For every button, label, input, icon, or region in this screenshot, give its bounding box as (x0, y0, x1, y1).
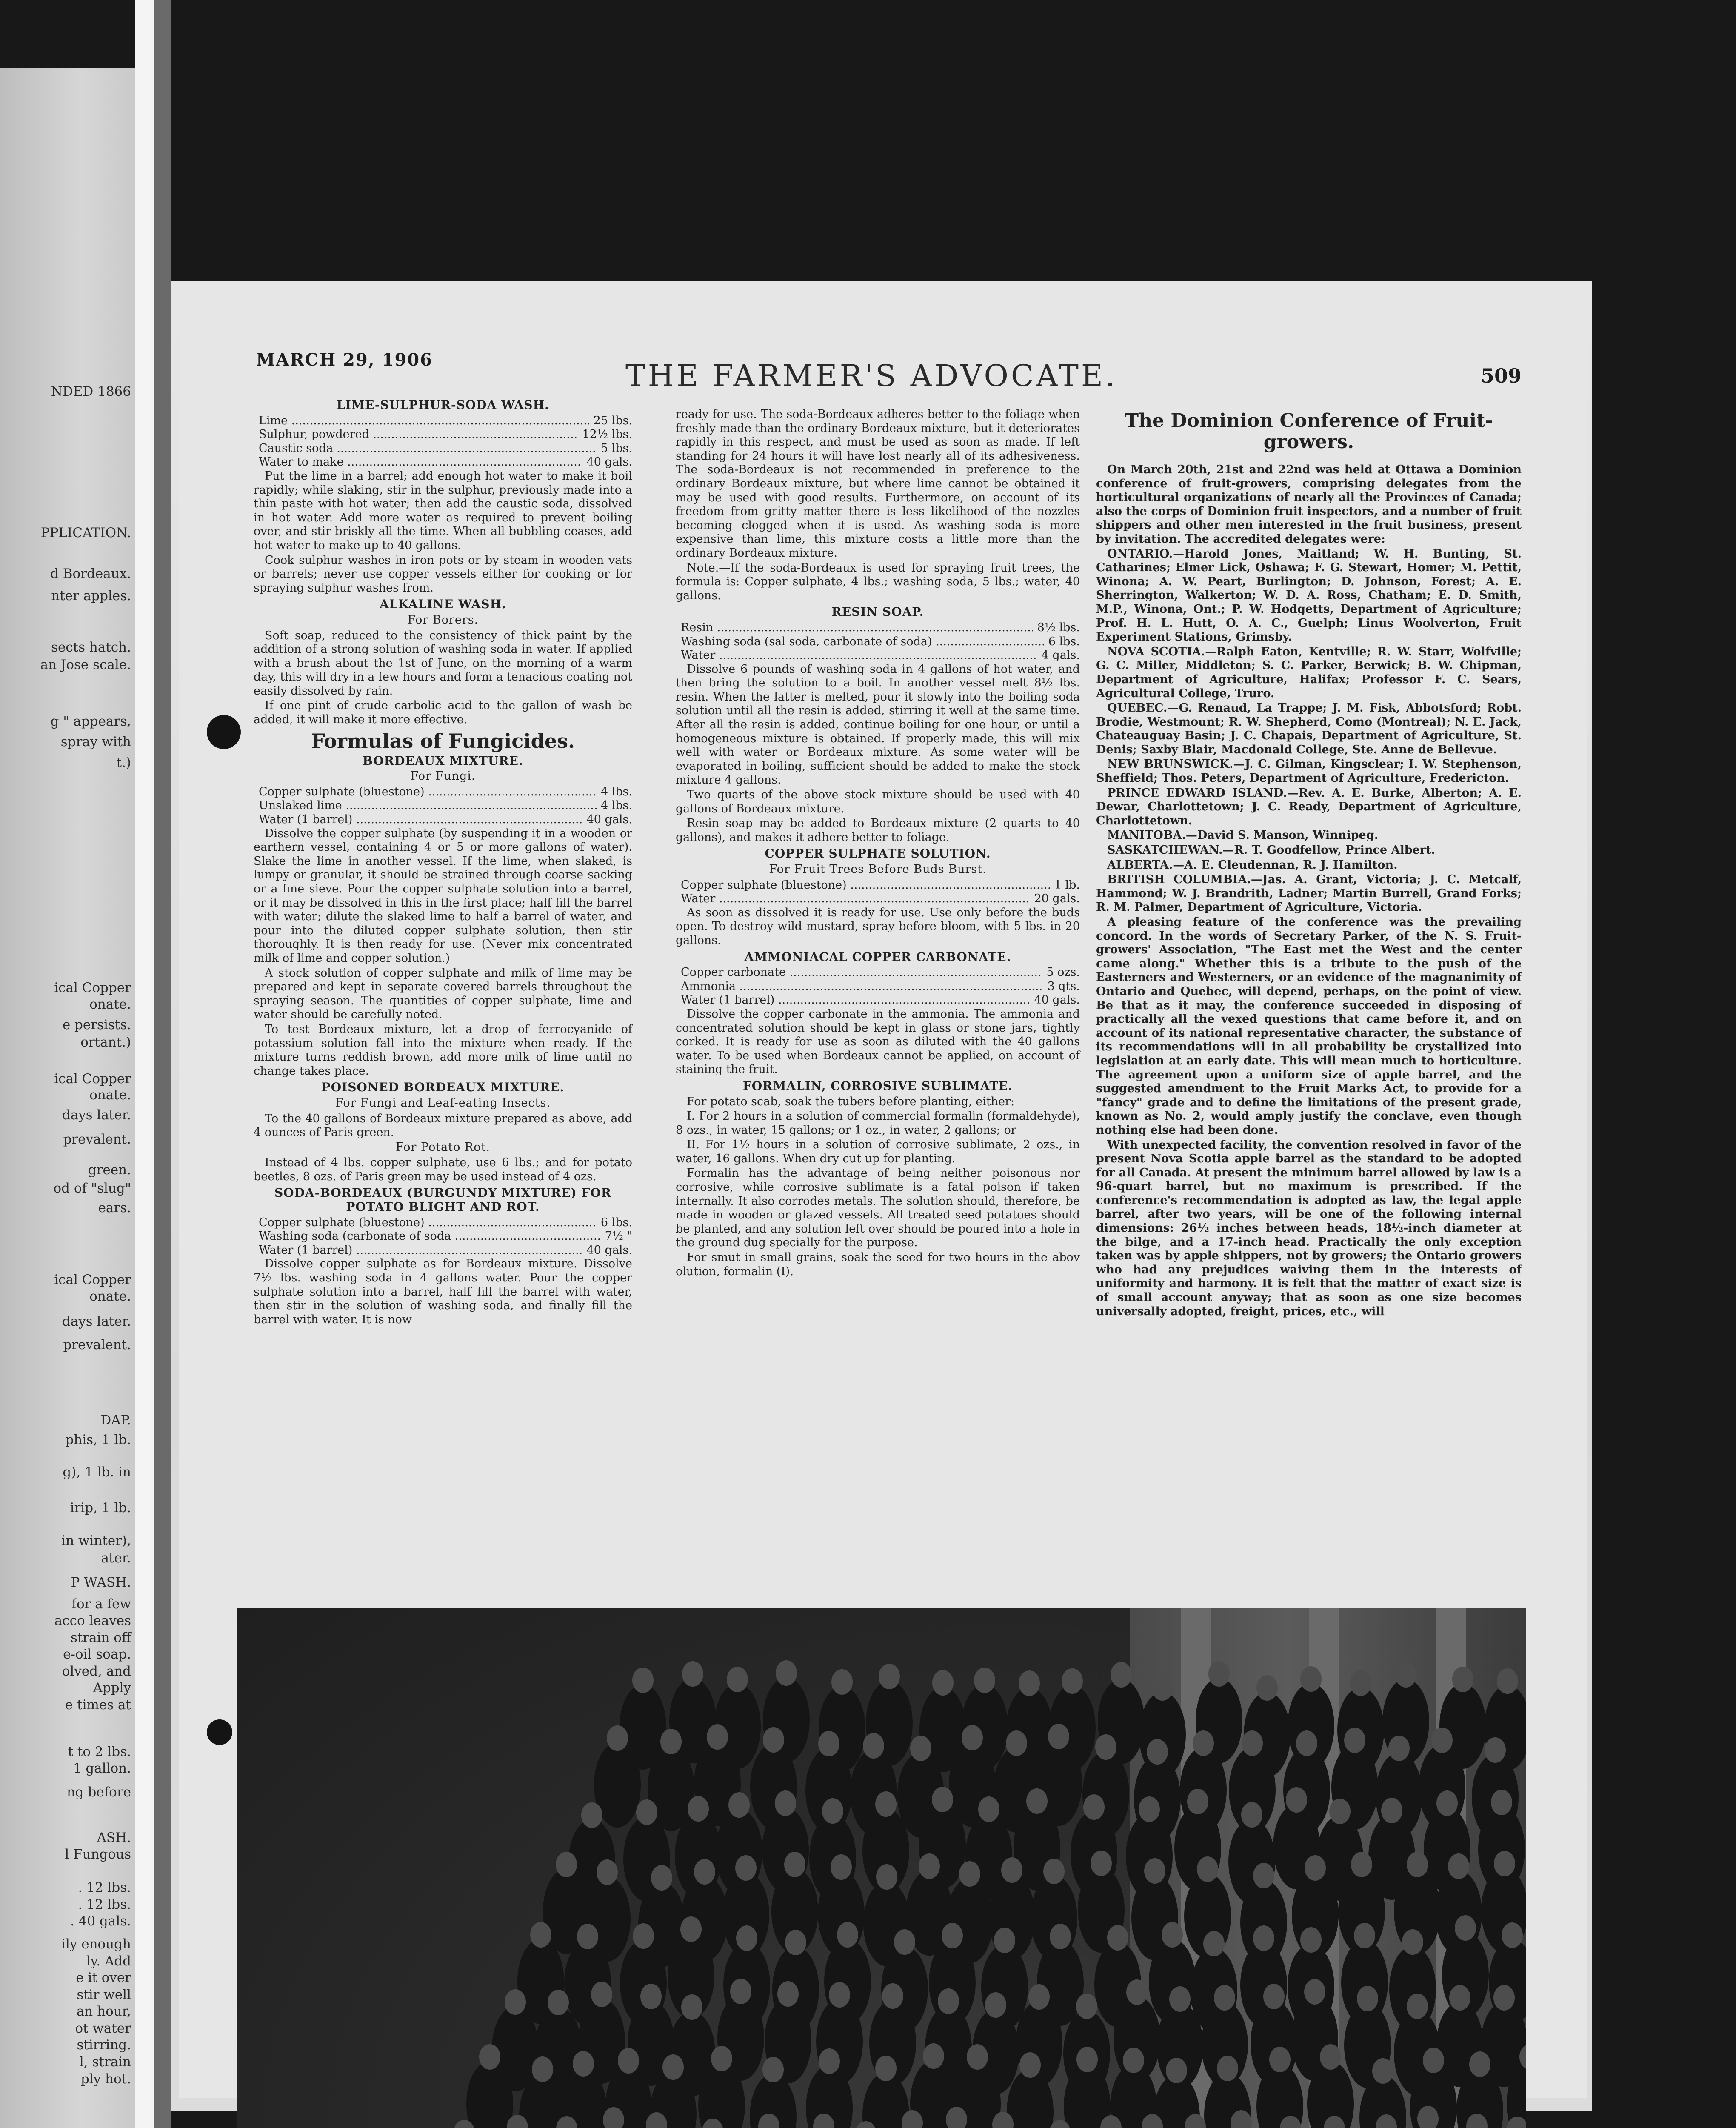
subheading: For Fungi and Leaf-eating Insects. (335, 1096, 551, 1110)
recipe-resin-soap (676, 621, 1080, 663)
delegate-face (577, 1924, 598, 1949)
ingredient-name: Water (1 barrel) ..... (681, 993, 1030, 1007)
previous-page-text: stirring. (77, 2037, 131, 2053)
delegate-face (505, 1989, 526, 2015)
delegate-face (1300, 1927, 1322, 1953)
previous-page-text: prevalent. (63, 1337, 131, 1353)
delegate-face (1305, 1855, 1326, 1881)
delegate-face (1043, 1859, 1065, 1884)
delegate-face (1152, 1675, 1173, 1701)
ingredient-name: Water (1 barrel) ..... (259, 813, 582, 827)
paragraph: BRITISH COLUMBIA.—Jas. A. Grant, Victoria; J. C. Metcalf, Hammond; W. J. Brandrith, Ladner; Martin Burrell, Grand Forks; R. M. Palmer, Department of Agriculture, Victoria. (1096, 873, 1522, 914)
delegate-face (728, 1792, 750, 1818)
delegate-face (1214, 1985, 1235, 2011)
previous-page-text: for a few (71, 1596, 131, 1612)
binding-edge-light (135, 0, 154, 2128)
delegate-face (1431, 1728, 1453, 1753)
ingredient-amount: 4 lbs. (600, 785, 632, 798)
previous-page-text: g " appears, (50, 714, 131, 729)
delegate-face (818, 1731, 839, 1756)
delegate-face (910, 1736, 931, 1761)
ingredient-name: Unslaked lime ..... (259, 799, 597, 813)
delegate-face (680, 1916, 702, 1942)
previous-page-text: days later. (62, 1314, 131, 1329)
delegate-face (962, 1725, 983, 1750)
heading-bordeaux-mixture: BORDEAUX MIXTURE. (363, 753, 523, 768)
delegate-face (1076, 2047, 1098, 2072)
delegate-face (1006, 1730, 1027, 1756)
ingredient-name: Copper carbonate ..... (681, 966, 1042, 980)
delegate-face (727, 1667, 748, 1692)
paragraph: With unexpected facility, the convention resolved in favor of the present Nova Scotia apple barrel as the standard to be adopted for all Canada. At present the minimum barrel allowed by law is a 96-quart barrel, but no maximum is prescribed. If the conference's recommendation is adopted as law, the legal apple barrel, after two years, will be one of the following internal dimensions: 26½ inches between heads, 18½-inch diameter at the bilge, and a 17-inch head. Practically the only exception taken was by apple shippers, not by growers; the Ontario growers who had any prejudices waiving them in the interests of uniformity and harmony. It is felt that the matter of exact size is of small account anyway; that as soon as one size becomes universally adopted, freight, prices, etc., will (1096, 1138, 1522, 1318)
recipe-row (676, 878, 1080, 892)
paragraph: SASKATCHEWAN.—R. T. Goodfellow, Prince Albert. (1107, 844, 1435, 857)
delegate-face (1269, 2047, 1291, 2072)
delegate-face (1144, 1858, 1165, 1884)
delegate-face (1452, 1667, 1473, 1692)
ingredient-amount: 1 lb. (1054, 878, 1080, 892)
delegate-face (1320, 2044, 1341, 2070)
recipe-row (676, 993, 1080, 1007)
delegate-face (1263, 1984, 1285, 2009)
paragraph: QUEBEC.—G. Renaud, La Trappe; J. M. Fisk, Abbotsford; Robt. Brodie, Westmount; R. W. Shepherd, Como (Montreal); N. E. Jack, Chateauguay Basin; J. C. Chapais, Department of Agriculture, St. Denis; Saxby Blair, Macdonald College, Ste. Anne de Bellevue. (1096, 701, 1522, 756)
delegate-face (777, 1981, 799, 2007)
ingredient-amount: 6 lbs. (600, 1216, 632, 1229)
page-number: 509 (1481, 364, 1522, 387)
previous-page-text: t.) (116, 755, 131, 770)
previous-page-text: in winter), (61, 1533, 131, 1548)
delegate-face (632, 1668, 654, 1693)
previous-page-text: l, strain (79, 2054, 131, 2070)
delegate-face (618, 2048, 639, 2074)
ingredient-amount: 20 gals. (1034, 892, 1080, 906)
delegate-face (876, 1864, 897, 1890)
paragraph: I. For 2 hours in a solution of commercial formalin (formaldehyde), 8 ozs., in water, 15 gallons; or 1 oz., in water, 2 gallons; or (676, 1110, 1080, 1137)
delegate-face (1208, 1661, 1230, 1687)
recipe-lime-sulphur-soda (254, 414, 632, 469)
ingredient-amount: 4 gals. (1041, 649, 1080, 662)
previous-page-text: P WASH. (71, 1575, 131, 1590)
previous-page-text: onate. (89, 1289, 131, 1304)
paragraph: MANITOBA.—David S. Manson, Winnipeg. (1107, 829, 1379, 842)
previous-page-text: ortant.) (80, 1035, 131, 1050)
previous-page-text: sects hatch. (51, 640, 131, 655)
heading-copper-sulphate-solution: COPPER SULPHATE SOLUTION. (765, 847, 991, 861)
ingredient-amount: 4 lbs. (600, 799, 632, 812)
ingredient-name: Copper sulphate (bluestone) ..... (259, 1216, 597, 1230)
ingredient-name: Resin ..... (681, 621, 1033, 635)
delegate-face (1253, 1863, 1274, 1888)
previous-page-text: spray with (60, 734, 131, 749)
recipe-row (254, 1230, 632, 1244)
subheading: For Fruit Trees Before Buds Burst. (769, 863, 987, 876)
delegate-face (1126, 1979, 1148, 2005)
delegate-face (1048, 1724, 1069, 1749)
delegate-face (662, 2054, 684, 2080)
previous-page-text: stir well (77, 1987, 131, 2002)
heading-poisoned-bordeaux: POISONED BORDEAUX MIXTURE. (321, 1080, 565, 1095)
heading-ammoniacal-copper-carbonate: AMMONIACAL COPPER CARBONATE. (744, 950, 1011, 964)
column-1 (254, 396, 632, 1327)
paragraph: For smut in small grains, soak the seed for two hours in the abov olution, formalin (I). (676, 1251, 1080, 1278)
issue-date: MARCH 29, 1906 (256, 350, 433, 370)
paragraph: To the 40 gallons of Bordeaux mixture prepared as above, add 4 ounces of Paris green. (254, 1112, 632, 1139)
delegate-face (597, 1859, 618, 1885)
previous-page-text: days later. (62, 1107, 131, 1123)
delegate-face (863, 1733, 884, 1759)
previous-page-text: g), 1 lb. in (63, 1464, 131, 1480)
delegate-face (681, 1994, 702, 2020)
punch-hole-bottom (207, 1719, 232, 1745)
delegate-face (1497, 1668, 1518, 1694)
delegate-face (636, 1799, 657, 1825)
delegate-face (1019, 2052, 1041, 2078)
delegate-face (1395, 1662, 1416, 1688)
recipe-row (254, 428, 632, 442)
paragraph: Formalin has the advantage of being neither poisonous nor corrosive, while corrosive sublimate is a fatal poison if taken internally. It also corrodes metals. The solution should, therefore, be made in wooden or glazed vessels. All treated seed potatoes should be planted, and any solution left over should be poured into a hole in the ground dug specially for the purpose. (676, 1167, 1080, 1250)
delegate-face (1388, 1736, 1410, 1761)
delegate-face (1253, 1925, 1274, 1951)
ingredient-name: Ammonia ..... (681, 980, 1043, 994)
ingredient-amount: 40 gals. (1034, 993, 1080, 1007)
previous-page-text: an Jose scale. (40, 657, 131, 672)
delegate-face (974, 1668, 995, 1693)
delegate-face (1111, 1662, 1132, 1688)
paragraph: Soft soap, reduced to the consistency of thick paint by the addition of a strong solution of washing soda in water. If applied with a brush about the 1st of June, on the morning of a warm day, this will dry in a few hours and form a tenacious coating not easily dissolved by rain. (254, 629, 632, 698)
paragraph: ALBERTA.—A. E. Cleudennan, R. J. Hamilton. (1107, 858, 1398, 872)
paragraph: Instead of 4 lbs. copper sulphate, use 6 lbs.; and for potato beetles, 8 ozs. of Paris green may be used instead of 4 ozs. (254, 1156, 632, 1183)
ingredient-name: Lime ..... (259, 414, 589, 428)
ingredient-amount: 12½ lbs. (582, 428, 632, 441)
paragraph: Two quarts of the above stock mixture should be used with 40 gallons of Bordeaux mixture. (676, 788, 1080, 815)
delegate-face (1001, 1857, 1022, 1883)
delegate-face (1455, 1915, 1476, 1941)
delegate-face (694, 1859, 715, 1885)
delegate-face (532, 2056, 553, 2082)
previous-page-text: onate. (89, 1087, 131, 1103)
previous-page-text: ng before (66, 1785, 131, 1800)
recipe-row (676, 980, 1080, 994)
delegate-face (1344, 1728, 1365, 1753)
paragraph: ready for use. The soda-Bordeaux adheres better to the foliage when freshly made than the ordinary Bordeaux mixture, but it deteriorates rapidly in this respect, and must be used as soon as made. If left standing for 24 hours it will have lost nearly all of its adhesiveness. The soda-Bordeaux is not recommended in preference to the ordinary Bordeaux mixture, but where lime cannot be obtained it may be used with good results. Furthermore, on account of its freedom from gritty matter there is less likelihood of the nozzles becoming clogged when it is used. As washing soda is more expensive than lime, this mixture costs a little more than the ordinary Bordeaux mixture. (676, 408, 1080, 560)
delegate-face (591, 1982, 612, 2007)
delegate-face (1304, 1979, 1325, 2005)
recipe-row (254, 442, 632, 456)
previous-page-text: olved, and (62, 1664, 131, 1679)
ingredient-amount: 6 lbs. (1048, 635, 1080, 648)
previous-page-text: ply hot. (80, 2071, 131, 2087)
delegate-face (1026, 1788, 1048, 1814)
recipe-ammoniacal (676, 966, 1080, 1007)
paragraph: Dissolve the copper sulphate (by suspending it in a wooden or earthern vessel, containing 4 or 5 or more gallons of water). Slake the lime in another vessel. If the lime, when slaked, is lumpy or granular, it should be strained through coarse sacking or a fine sieve. Pour the copper sulphate solution into a barrel, or it may be dissolved in this in the first place; half fill the barrel with water; dilute the slaked lime to half a barrel of water, and pour into the diluted copper sulphate solution, then stir thoroughly. It is then ready for use. (Never mix concentrated milk of lime and copper solution.) (254, 827, 632, 965)
paragraph: Note.—If the soda-Bordeaux is used for spraying fruit trees, the formula is: Copper sulphate, 4 lbs.; washing soda, 5 lbs.; water, 40 gallons. (676, 561, 1080, 602)
paragraph: Cook sulphur washes in iron pots or by steam in wooden vats or barrels; never use copper vessels either for cooking or for spraying sulphur washes from. (254, 553, 632, 595)
previous-page-text: ly. Add (86, 1954, 131, 1969)
delegate-face (985, 1992, 1006, 2018)
delegate-face (1241, 1802, 1262, 1828)
previous-page-text: Apply (93, 1680, 131, 1696)
paragraph: Dissolve the copper carbonate in the ammonia. The ammonia and concentrated solution should be kept in glass or stone jars, tightly corked. It is ready for use as soon as diluted with the 40 gallons water. To be used when Bordeaux cannot be applied, on account of staining the fruit. (676, 1007, 1080, 1076)
previous-page-text: 1 gallon. (73, 1761, 131, 1776)
delegate-face (762, 2057, 784, 2082)
ingredient-amount: 8½ lbs. (1037, 621, 1080, 634)
previous-page-text: . 12 lbs. (78, 1897, 131, 1912)
ingredient-amount: 40 gals. (586, 1243, 632, 1257)
previous-page-text: e persists. (62, 1017, 131, 1033)
delegate-face (548, 1990, 569, 2015)
delegate-face (932, 1787, 953, 1812)
delegate-face (994, 1928, 1015, 1953)
ingredient-name: Water ..... (681, 892, 1030, 906)
delegate-face (1296, 1730, 1317, 1756)
previous-page-text: ot water (75, 2021, 131, 2036)
subheading: For Potato Rot. (396, 1140, 490, 1154)
delegate-face (938, 1988, 959, 2014)
previous-page-text: e-oil soap. (63, 1647, 131, 1662)
recipe-row (676, 635, 1080, 649)
previous-page-text: an hour, (76, 2004, 131, 2019)
previous-page-text: od of "slug" (53, 1181, 131, 1196)
previous-page-text: green. (88, 1162, 131, 1178)
delegate-face (530, 1922, 551, 1948)
ingredient-name: Copper sulphate (bluestone) ..... (259, 785, 597, 799)
previous-page-text: t to 2 lbs. (68, 1744, 131, 1759)
recipe-row (254, 799, 632, 813)
delegate-face (651, 1865, 672, 1891)
heading-formulas-of-fungicides: Formulas of Fungicides. (311, 729, 575, 752)
delegate-face (785, 1930, 806, 1955)
heading-alkaline-wash: ALKALINE WASH. (380, 597, 506, 612)
delegate-face (1193, 1730, 1214, 1756)
column-3 (1096, 409, 1522, 1319)
delegate-face (1019, 1670, 1040, 1696)
article-title: The Dominion Conference of Fruit-growers. (1125, 410, 1493, 453)
paragraph: As soon as dissolved it is ready for use. Use only before the buds open. To destroy wild mustard, spray before bloom, with 5 lbs. in 20 gallons. (676, 906, 1080, 947)
delegate-face (735, 1855, 757, 1881)
previous-page-text: ical Copper (54, 1272, 131, 1287)
ingredient-name: Water to make ..... (259, 455, 582, 469)
ingredient-amount: 40 gals. (586, 813, 632, 827)
recipe-soda-bordeaux (254, 1216, 632, 1258)
previous-page-text: ical Copper (54, 1071, 131, 1087)
paragraph: If one pint of crude carbolic acid to the gallon of wash be added, it will make it more effective. (254, 699, 632, 726)
ingredient-name: Water ..... (681, 649, 1037, 663)
delegate-face (1203, 1931, 1225, 1956)
delegate-face (1402, 1929, 1423, 1955)
ingredient-amount: 40 gals. (586, 455, 632, 469)
delegate-face (1407, 1852, 1428, 1877)
delegate-face (1028, 1984, 1050, 2010)
paragraph: Put the lime in a barrel; add enough hot water to make it boil rapidly; while slaking, stir in the sulphur, previously made into a thin paste with hot water; then add the caustic soda, dissolved in hot water. Add more water as required to prevent boiling over, and stir briskly all the time. When all bubbling ceases, add hot water to make up to 40 gallons. (254, 469, 632, 552)
paragraph: Dissolve copper sulphate as for Bordeaux mixture. Dissolve 7½ lbs. washing soda in 4 gallons water. Pour the copper sulphate solution into a barrel, half fill the barrel with water, then stir in the solution of washing soda, and finally fill the barrel with water. It is now (254, 1257, 632, 1326)
previous-page-text: ater. (101, 1550, 131, 1566)
ingredient-amount: 5 ozs. (1046, 966, 1080, 979)
paragraph: For potato scab, soak the tubers before planting, either: (687, 1095, 1015, 1108)
recipe-row (254, 1244, 632, 1258)
paragraph: On March 20th, 21st and 22nd was held at Ottawa a Dominion conference of fruit-growers, comprising delegates from the horticultural organizations of nearly all the Provinces of Canada; also the corps of Dominion fruit inspectors, and a number of fruit shippers and other men interested in the fruit business, present by invitation. The accredited delegates were: (1096, 463, 1522, 546)
ingredient-name: Washing soda (sal soda, carbonate of soda) ..... (681, 635, 1044, 649)
paragraph: To test Bordeaux mixture, let a drop of ferrocyanide of potassium solution fall into the mixture when ready. If the mixture turns reddish brown, add more milk of lime until no change takes place. (254, 1022, 632, 1078)
previous-page-text: ears. (98, 1200, 131, 1216)
masthead: THE FARMER'S ADVOCATE. (625, 358, 1118, 393)
recipe-row (676, 621, 1080, 635)
delegate-face (660, 1729, 682, 1754)
previous-page-text: onate. (89, 997, 131, 1012)
ingredient-name: Water (1 barrel) ..... (259, 1244, 582, 1258)
delegate-face (607, 1725, 628, 1751)
ingredient-name: Copper sulphate (bluestone) ..... (681, 878, 1050, 892)
paragraph: A stock solution of copper sulphate and milk of lime may be prepared and kept in separate covered barrels throughout the spraying season. The quantities of copper sulphate, lime and water should be carefully noted. (254, 966, 632, 1021)
delegate-face (1350, 1670, 1371, 1696)
delegate-face (581, 1802, 602, 1828)
delegate-face (707, 1724, 728, 1750)
delegate-face (1050, 1924, 1071, 1949)
recipe-row (254, 414, 632, 428)
delegate-face (1449, 1985, 1470, 2011)
delegate-face (1493, 1985, 1515, 2011)
recipe-row (676, 649, 1080, 663)
recipe-bordeaux (254, 785, 632, 827)
delegate-face (831, 1854, 852, 1880)
previous-page-text: nter apples. (51, 588, 131, 604)
previous-page-text: . 40 gals. (70, 1913, 131, 1929)
delegate-face (894, 1929, 915, 1955)
previous-page-text: phis, 1 lb. (65, 1432, 131, 1447)
delegate-face (1300, 1666, 1322, 1692)
delegate-face (1329, 1799, 1351, 1824)
heading-resin-soap: RESIN SOAP. (831, 605, 924, 619)
delegate-face (919, 1853, 940, 1879)
recipe-row (254, 1216, 632, 1230)
previous-page-text: d Bordeaux. (50, 566, 131, 581)
delegate-face (1502, 1922, 1523, 1948)
heading-soda-bordeaux: SODA-BORDEAUX (BURGUNDY MIXTURE) FOR POTATO BLIGHT AND ROT. (274, 1186, 612, 1214)
column-2 (676, 408, 1080, 1279)
recipe-row (254, 455, 632, 469)
delegate-face (831, 1669, 853, 1695)
previous-page-text: irip, 1 lb. (70, 1500, 131, 1516)
delegate-face (479, 2044, 500, 2070)
delegate-face (875, 1791, 897, 1817)
delegate-face (1147, 1739, 1168, 1765)
delegate-face (1242, 1730, 1263, 1756)
delegate-face (775, 1790, 796, 1816)
previous-page-sliver (0, 68, 135, 2128)
delegate-face (1095, 1734, 1116, 1760)
subheading: For Borers. (407, 613, 479, 626)
previous-page-text: strain off (70, 1630, 131, 1645)
ingredient-amount: 3 qts. (1047, 979, 1080, 993)
paragraph: Resin soap may be added to Bordeaux mixture (2 quarts to 40 gallons), and makes it adhere better to foliage. (676, 817, 1080, 844)
previous-page-text: DAP. (100, 1413, 131, 1428)
delegate-face (1107, 1925, 1128, 1951)
paragraph: II. For 1½ hours in a solution of corrosive sublimate, 2 ozs., in water, 16 gallons. When dry cut up for planting. (676, 1138, 1080, 1165)
paragraph: PRINCE EDWARD ISLAND.—Rev. A. E. Burke, Alberton; A. E. Dewar, Charlottetown; J. C. Ready, Department of Agriculture, Charlottetown. (1096, 786, 1522, 827)
delegate-face (1256, 1675, 1278, 1701)
delegate-face (763, 1727, 784, 1753)
recipe-row (254, 785, 632, 799)
paragraph: NEW BRUNSWICK.—J. C. Gilman, Kingsclear; I. W. Stephenson, Sheffield; Thos. Peters, Department of Agriculture, Fredericton. (1096, 758, 1522, 785)
paragraph: ONTARIO.—Harold Jones, Maitland; W. H. Bunting, St. Catharines; Elmer Lick, Oshawa; F. G. Stewart, Homer; M. Pettit, Winona; A. W. Peart, Burlington; D. Johnson, Forest; A. E. Sherrington, Walkerton; W. D. A. Ross, Chatham; E. D. Smith, M.P., Winona, Ont.; P. W. Hodgetts, Department of Agriculture; Prof. H. L. Hutt, O. A. C., Guelph; Linus Woolverton, Fruit Experiment Stations, Grimsby. (1096, 547, 1522, 644)
delegate-face (959, 1861, 980, 1887)
delegate-face (882, 1983, 903, 2009)
previous-page-text: acco leaves (54, 1613, 131, 1628)
delegate-face (1469, 2051, 1490, 2077)
delegate-face (1076, 1994, 1097, 2019)
delegate-face (1187, 1789, 1208, 1814)
delegate-face (942, 1923, 963, 1948)
delegate-face (784, 1852, 805, 1877)
heading-lime-sulphur-soda: LIME-SULPHUR-SODA WASH. (337, 398, 549, 412)
previous-page-text: . 12 lbs. (78, 1880, 131, 1895)
paragraph: A pleasing feature of the conference was the prevailing concord. In the words of Secretary Parker, of the N. S. Fruit-growers' Association, "The East met the West and the center came along." Whether this is a tribute to the push of the Easterners and Westerners, or an evidence of the magnanimity of Ontario and Quebec, will depend, perhaps, on the point of view. Be that as it may, the conference succeeded in disposing of practically all the vexed questions that came before it, and on account of its national representative character, the substance of its recommendations will in all probability be crystallized into legislation at an early date. This will mean much to horticulture. The agreement upon a uniform size of apple barrel, and the suggested amendment to the Fruit Marks Act, to provide for a "fancy" grade and to define the limitations of the present grade, known as No. 2, would amply justify the conclave, even though nothing else had been done. (1096, 915, 1522, 1137)
previous-page-text: NDED 1866 (51, 384, 131, 399)
paragraph: Dissolve 6 pounds of washing soda in 4 gallons of hot water, and then bring the solution to a boil. In another vessel melt 8½ lbs. resin. When the latter is melted, pour it slowly into the boiling soda solution until all the resin is added, stirring it well at the same time. After all the resin is added, continue boiling for one hour, or until a homogeneous mixture is obtained. If properly made, this will mix well with water or Bordeaux mixture. As some water will be evaporated in boiling, sufficient should be added to make the stock mixture 4 gallons. (676, 662, 1080, 787)
delegate-face (682, 1661, 703, 1687)
punch-hole-top (207, 715, 241, 749)
delegate-face (1166, 2058, 1187, 2083)
delegate-face (640, 1984, 662, 2009)
group-photograph-icon (237, 1608, 1526, 2128)
previous-page-text: prevalent. (63, 1132, 131, 1147)
previous-page-text: l Fungous (65, 1847, 131, 1862)
previous-page-text: ASH. (97, 1830, 131, 1845)
ingredient-amount: 7½ " (605, 1230, 632, 1243)
recipe-row (676, 966, 1080, 980)
ingredient-name: Caustic soda ..... (259, 442, 597, 456)
previous-page-text: ical Copper (54, 980, 131, 995)
delegate-face (1162, 1922, 1183, 1948)
delegate-face (1354, 1923, 1375, 1948)
previous-page-text: PPLICATION. (40, 525, 131, 541)
paragraph: NOVA SCOTIA.—Ralph Eaton, Kentville; R. W. Starr, Wolfville; G. C. Miller, Middleton; S. C. Parker, Berwick; B. W. Chipman, Department of Agriculture, Halifax; Professor F. C. Sears, Agricultural College, Truro. (1096, 645, 1522, 700)
delegate-face (923, 2043, 944, 2069)
delegate-face (1123, 2048, 1144, 2073)
delegate-face (1494, 1851, 1515, 1876)
ingredient-name: Sulphur, powdered ..... (259, 428, 578, 442)
delegate-face (1217, 2056, 1238, 2081)
previous-page-text: e it over (76, 1970, 131, 1985)
delegate-face (1491, 1790, 1512, 1815)
delegate-face (556, 1852, 577, 1877)
delegate-face (1197, 1856, 1218, 1882)
subheading: For Fungi. (410, 769, 476, 783)
recipe-copper-sulphate (676, 878, 1080, 906)
binding-edge-shadow (154, 0, 171, 2128)
ingredient-name: Washing soda (carbonate of soda ..... (259, 1230, 601, 1244)
recipe-row (676, 892, 1080, 906)
previous-page-text: ily enough (61, 1936, 131, 1952)
ingredient-amount: 5 lbs. (600, 441, 632, 455)
ingredient-amount: 25 lbs. (593, 414, 632, 427)
recipe-row (254, 813, 632, 827)
previous-page-text: e times at (65, 1697, 131, 1713)
delegate-face (688, 1796, 709, 1822)
delegate-face (879, 1664, 900, 1689)
heading-formalin: FORMALIN, CORROSIVE SUBLIMATE. (742, 1078, 1013, 1093)
